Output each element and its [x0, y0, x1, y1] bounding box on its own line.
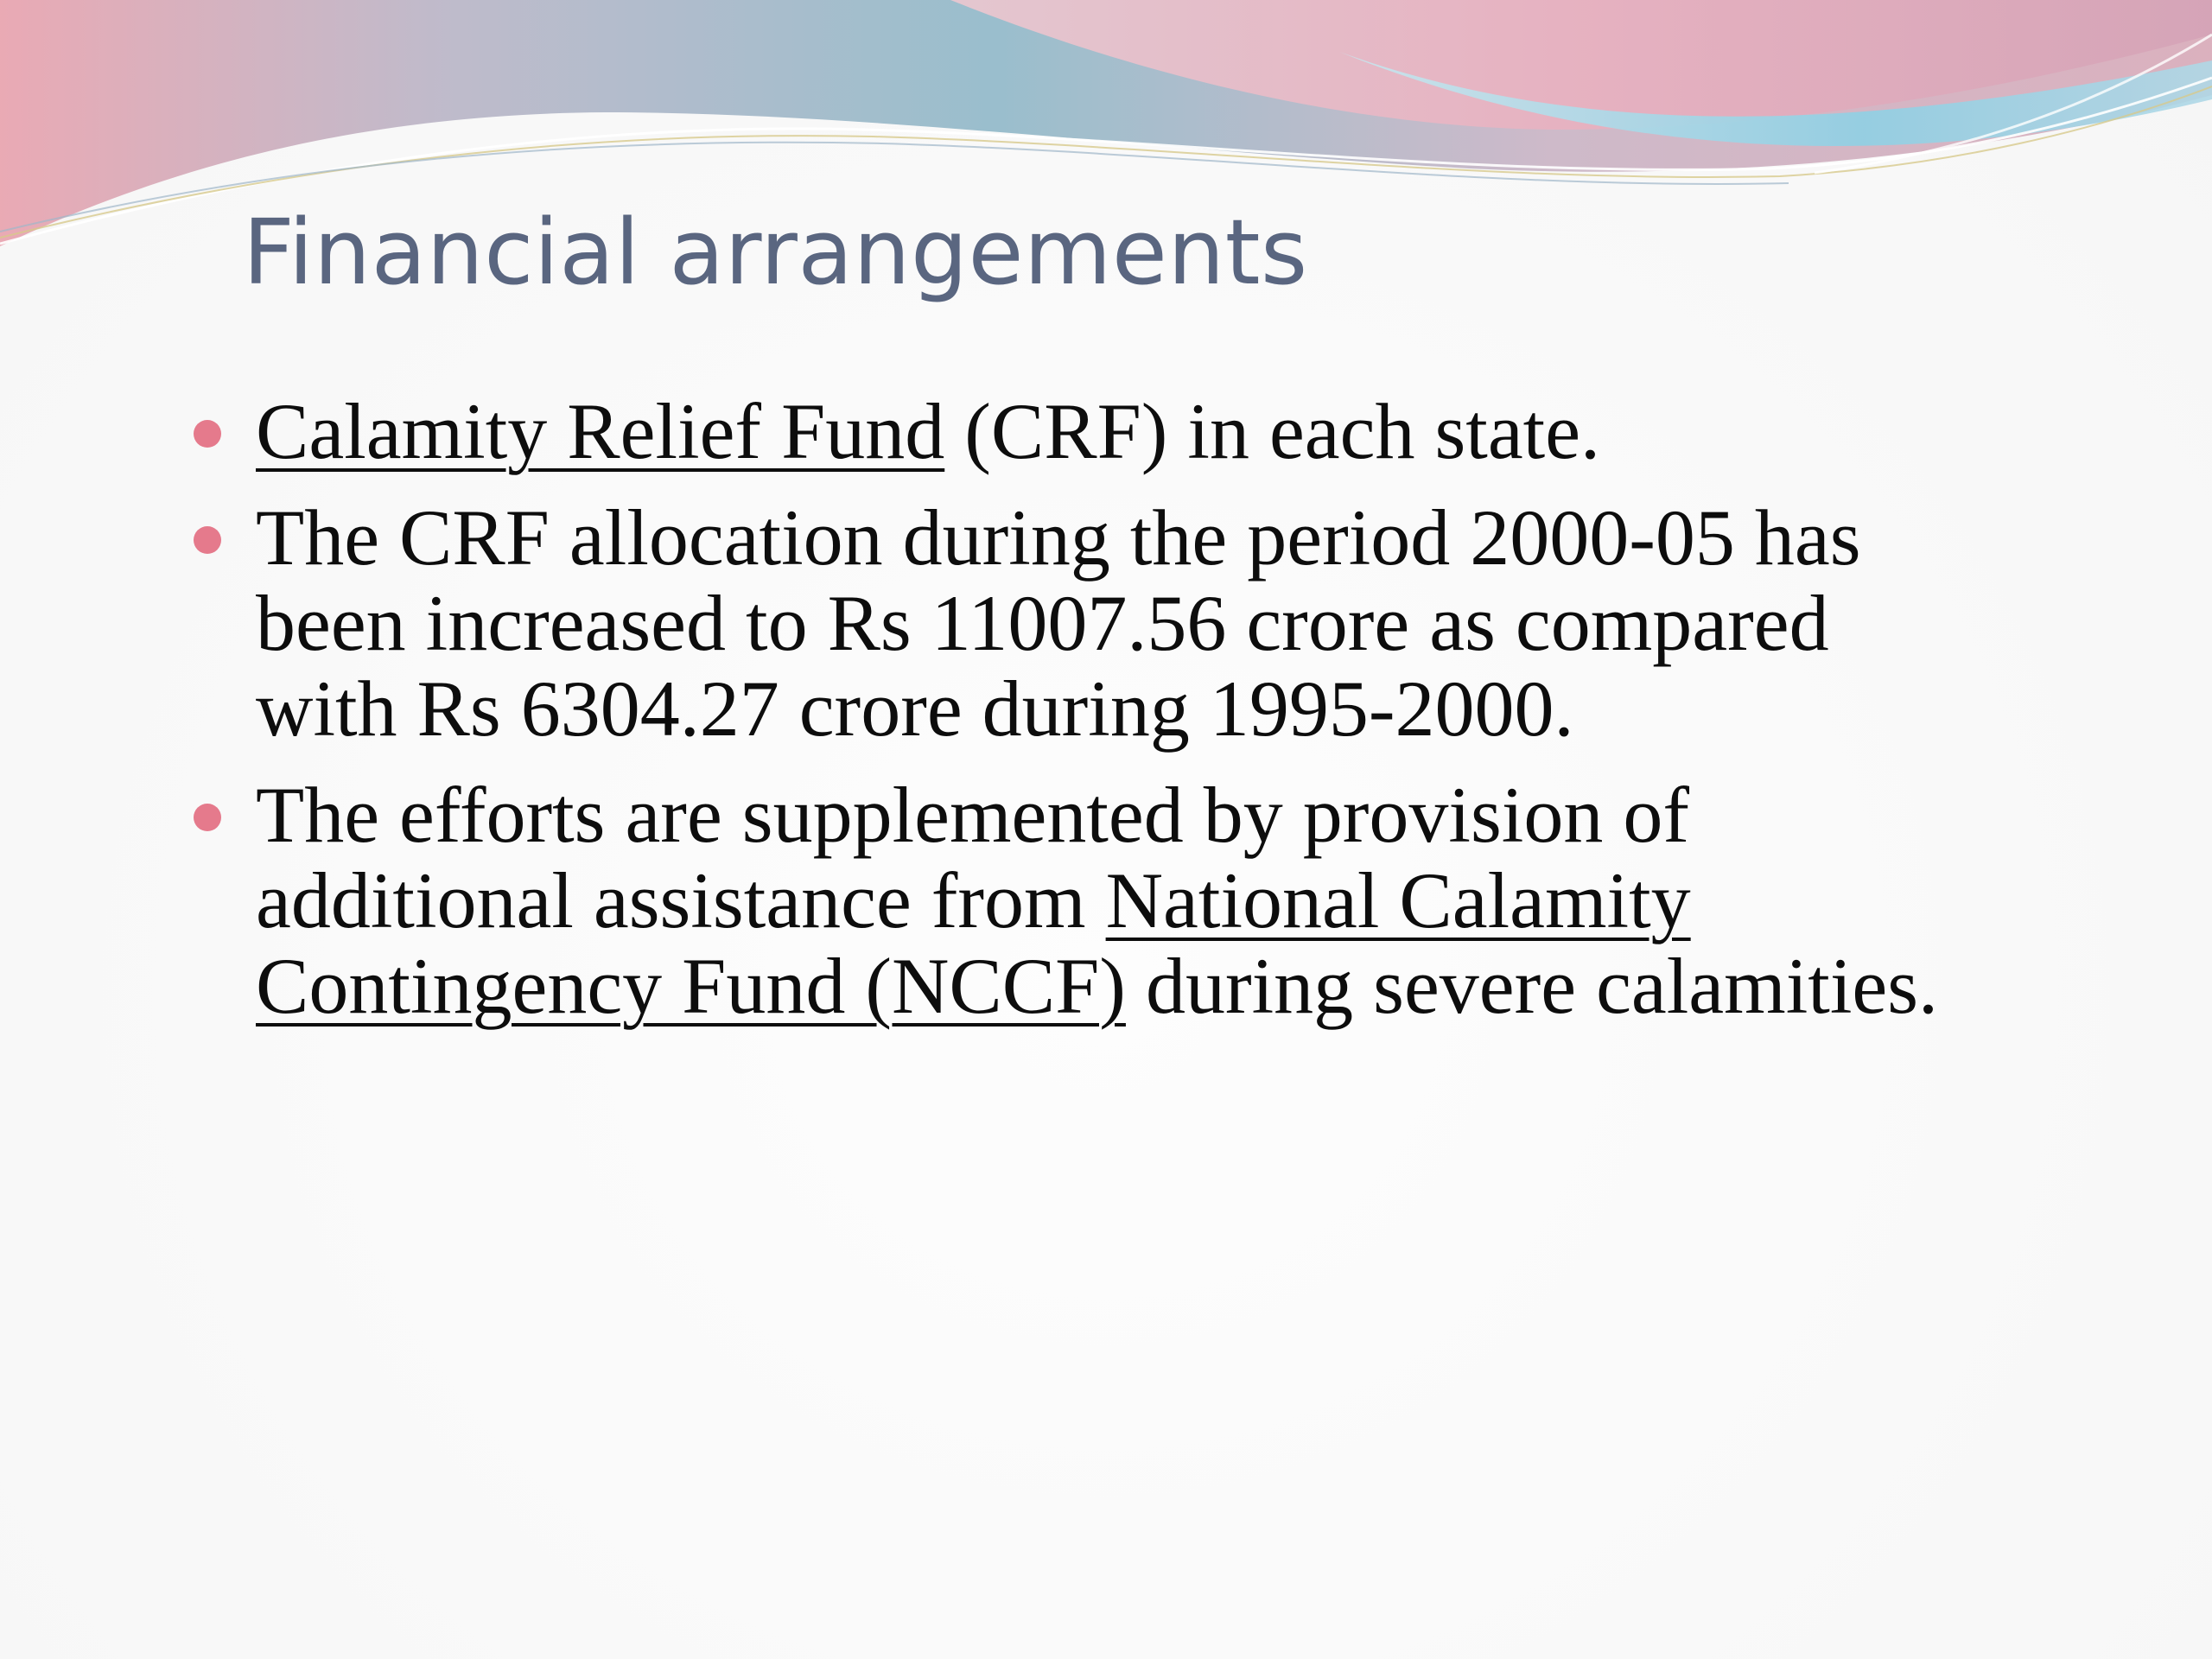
bullet-list	[256, 389, 1984, 1050]
bullet-dot-icon	[194, 526, 221, 554]
bullet-item-crf	[256, 389, 1984, 474]
bullet-text: during severe calamities.	[1125, 942, 1939, 1030]
bullet-text: The CRF allocation during the period 2000-05 has been increased to Rs 11007.56 crore as compared with Rs 6304.27 crore during 1995-2000.	[256, 493, 1861, 753]
bullet-dot-icon	[194, 804, 221, 831]
bullet-item-allocation	[256, 495, 1984, 752]
bullet-item-nccf	[256, 772, 1984, 1029]
bullet-text: (CRF) in each state.	[944, 387, 1601, 475]
nccf-link[interactable]: National Calamity Contingency Fund (NCCF)	[256, 856, 1691, 1030]
bullet-text: The efforts are supplemented by provision of additional assistance from	[256, 771, 1689, 944]
bullet-dot-icon	[194, 420, 221, 448]
calamity-relief-fund-link[interactable]: Calamity Relief Fund	[256, 387, 945, 475]
slide-title: Financial arrangements	[243, 200, 1308, 305]
